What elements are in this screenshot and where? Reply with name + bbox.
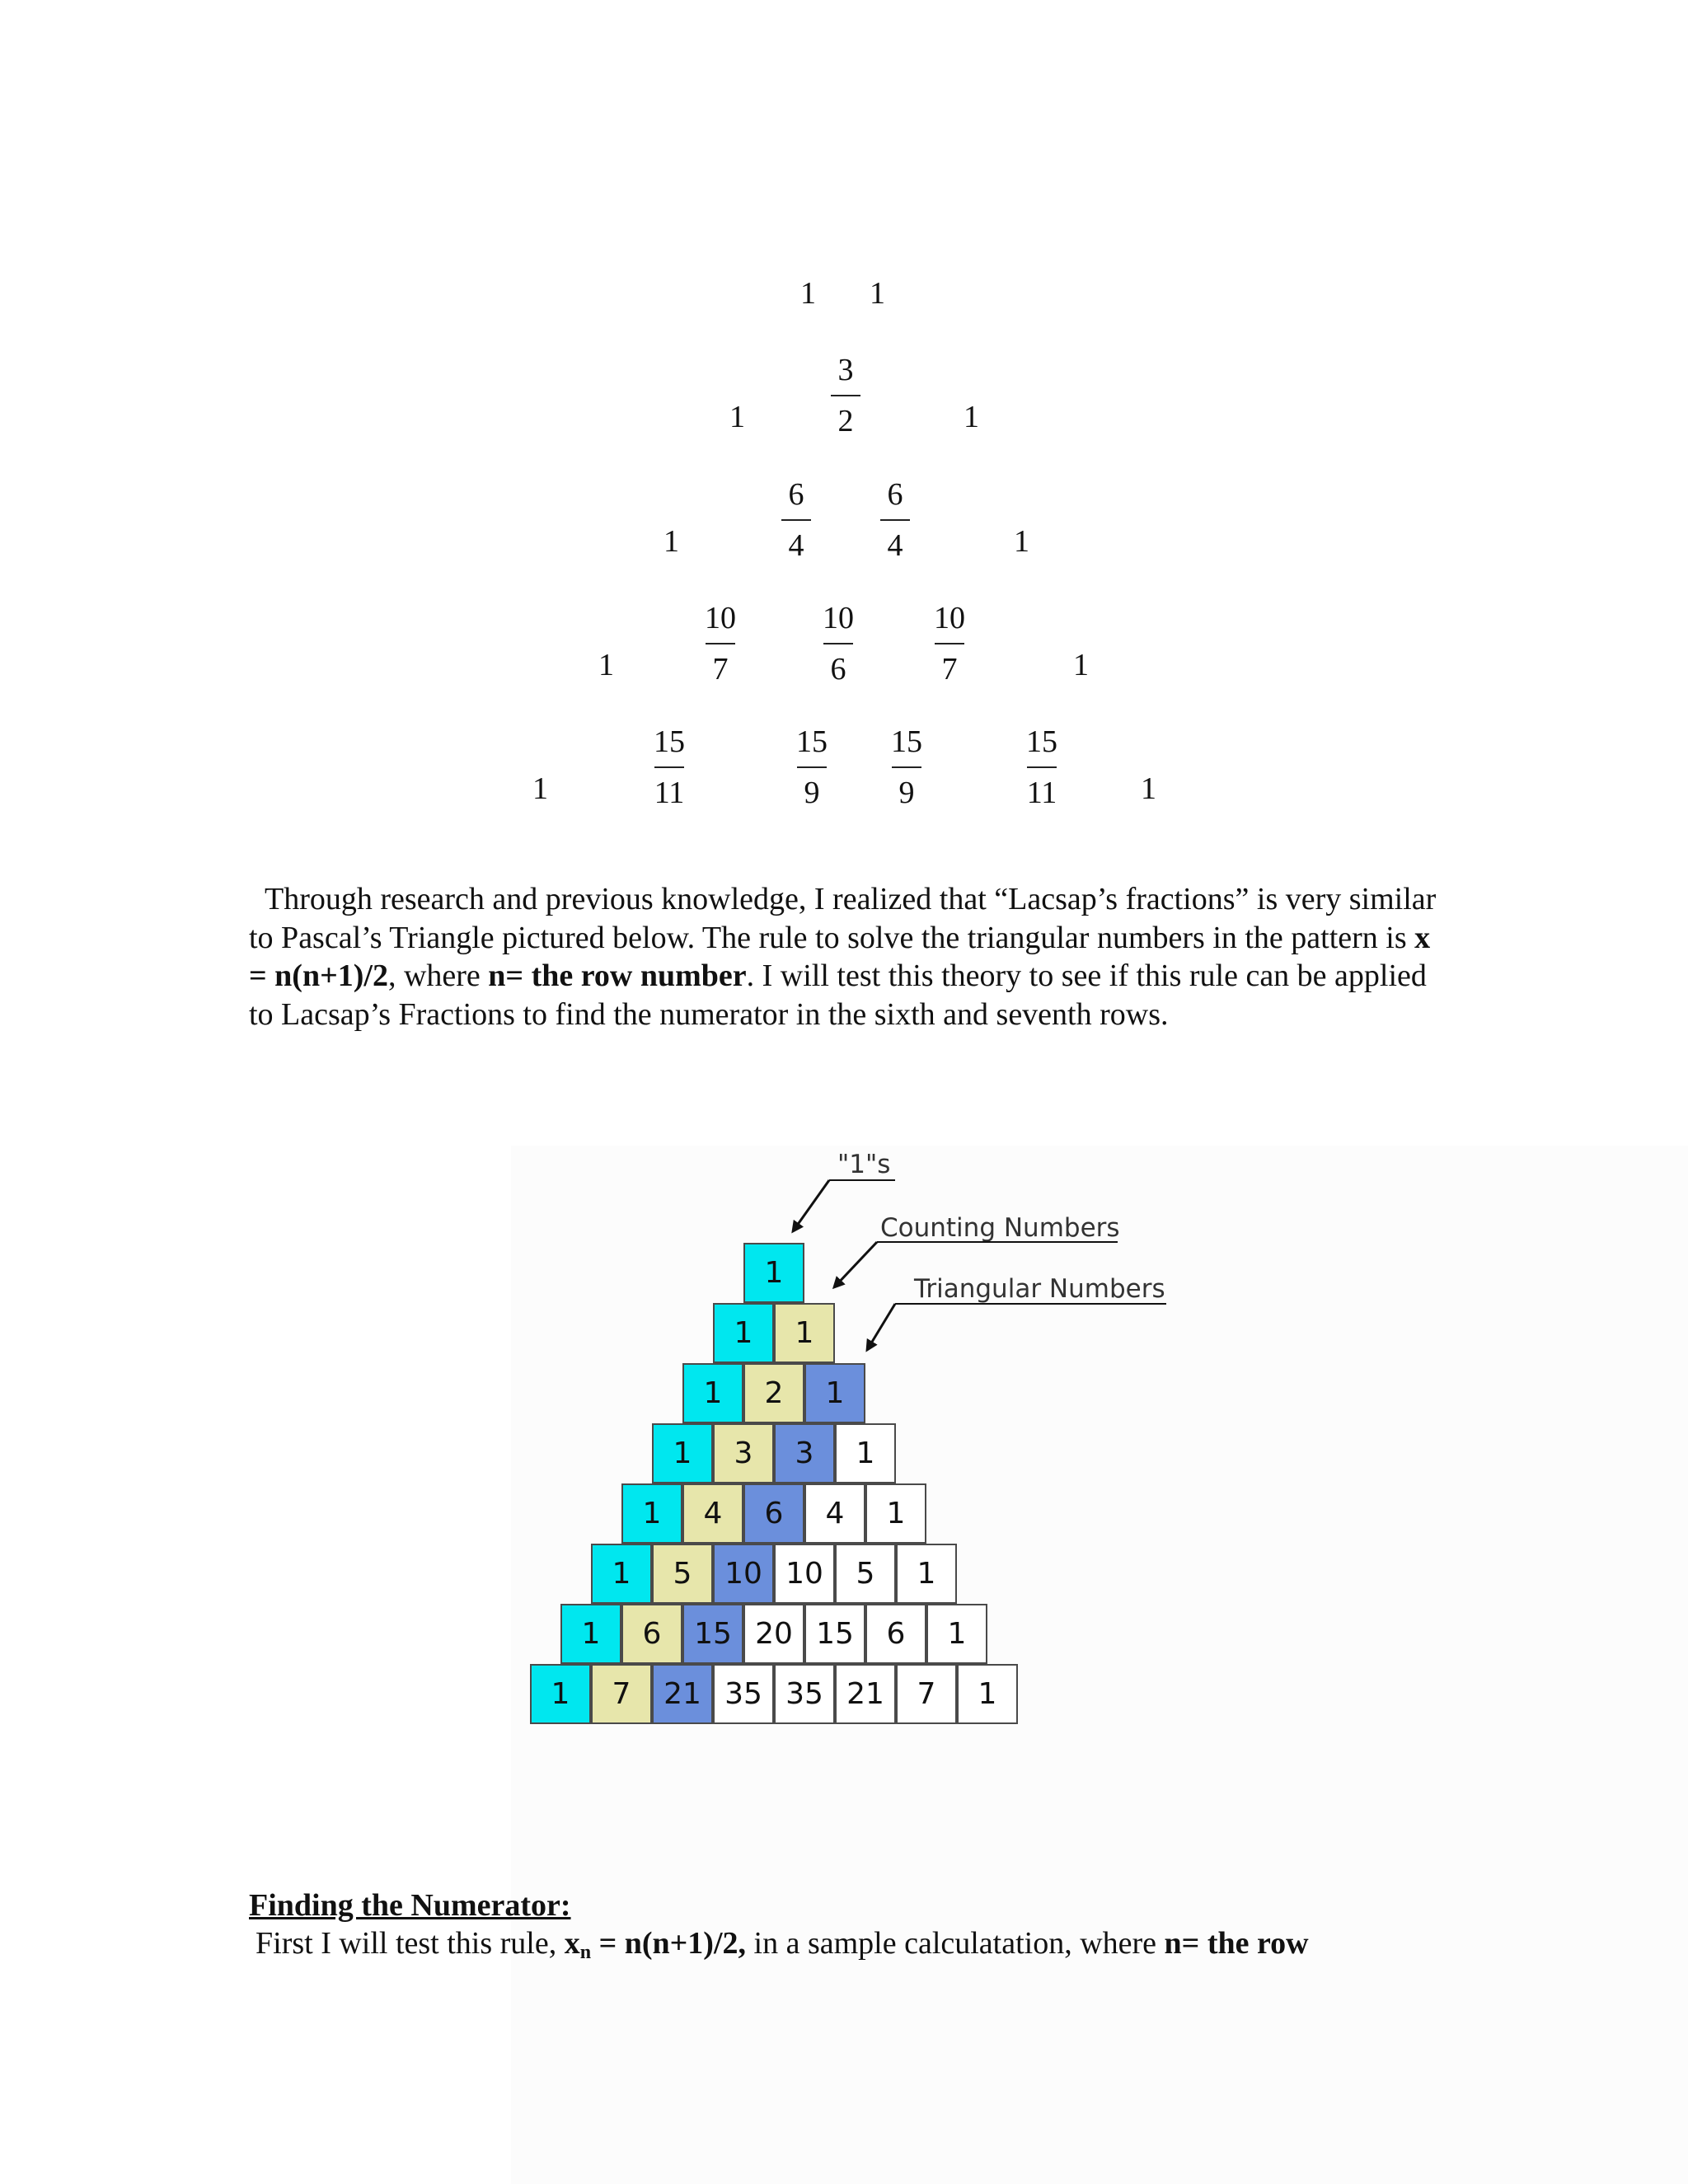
variable-x: x <box>564 1926 580 1961</box>
numerator: 10 <box>823 601 854 635</box>
pascal-cell: 1 <box>835 1423 896 1483</box>
pascal-cell: 21 <box>652 1664 713 1724</box>
pascal-cell: 2 <box>743 1363 804 1423</box>
denominator: 9 <box>898 776 915 810</box>
pascal-cell: 1 <box>957 1664 1018 1724</box>
pascal-cell: 7 <box>896 1664 957 1724</box>
numerator: 10 <box>934 601 965 635</box>
counting-numbers-label: Counting Numbers <box>880 1213 1120 1243</box>
numerator: 6 <box>788 477 804 512</box>
row-definition: n= the row <box>1164 1926 1309 1961</box>
denominator: 4 <box>788 528 804 563</box>
triangular-numbers-arrow <box>867 1304 1166 1350</box>
denominator: 7 <box>941 652 958 687</box>
lacsap-value: 1 <box>870 276 885 311</box>
lacsap-value: 1 <box>1141 771 1156 806</box>
denominator: 6 <box>830 652 846 687</box>
lacsap-value: 1 <box>532 771 548 806</box>
pascal-cell: 6 <box>743 1483 804 1544</box>
lacsap-value: 1 <box>1014 524 1029 559</box>
lacsap-value: 1 <box>964 400 979 434</box>
pascal-cell: 35 <box>713 1664 774 1724</box>
pascal-cell: 3 <box>713 1423 774 1483</box>
paragraph-text: . I will test this theory to see if this rule can be applied to Lacsap’s Fractions to find the numerator in the sixth and seventh rows. <box>249 958 1427 1032</box>
triangular-numbers-label: Triangular Numbers <box>914 1274 1165 1304</box>
lacsap-value: 1 <box>663 524 679 559</box>
subscript-n: n <box>579 1942 592 1963</box>
intro-text: in a sample calculatation, where <box>746 1926 1165 1961</box>
pascal-cell: 1 <box>560 1604 621 1664</box>
pascal-cell: 35 <box>774 1664 835 1724</box>
pascal-cell: 1 <box>865 1483 926 1544</box>
pascal-cell: 1 <box>713 1303 774 1363</box>
lacsap-value: 1 <box>598 648 614 682</box>
pascal-cell: 21 <box>835 1664 896 1724</box>
pascal-cell: 10 <box>713 1544 774 1604</box>
numerator: 15 <box>654 724 685 759</box>
pascal-cell: 6 <box>621 1604 682 1664</box>
pascal-cell: 1 <box>926 1604 987 1664</box>
pascal-cell: 1 <box>591 1544 652 1604</box>
pascal-cell: 1 <box>621 1483 682 1544</box>
section-heading: Finding the Numerator: <box>249 1888 571 1923</box>
lacsap-value: 1 <box>1073 648 1089 682</box>
numerator: 15 <box>1026 724 1057 759</box>
numerator: 15 <box>796 724 828 759</box>
counting-numbers-arrow <box>834 1242 1118 1287</box>
intro-text: First I will test this rule, <box>256 1926 565 1961</box>
ones-arrow <box>793 1180 895 1231</box>
denominator: 11 <box>654 776 685 810</box>
pascal-cell: 1 <box>652 1423 713 1483</box>
pascal-cell: 20 <box>743 1604 804 1664</box>
row-definition: n= the row number <box>488 958 747 993</box>
numerator: 6 <box>887 477 903 512</box>
pascal-cell: 4 <box>804 1483 865 1544</box>
pascal-cell: 15 <box>682 1604 743 1664</box>
denominator: 2 <box>837 404 854 438</box>
pascal-cell: 1 <box>774 1303 835 1363</box>
lacsap-value: 1 <box>729 400 745 434</box>
denominator: 11 <box>1026 776 1057 810</box>
pascal-cell: 1 <box>804 1363 865 1423</box>
denominator: 4 <box>887 528 903 563</box>
pascal-cell: 7 <box>591 1664 652 1724</box>
pascal-cell: 4 <box>682 1483 743 1544</box>
numerator: 10 <box>705 601 736 635</box>
pascal-cell: 1 <box>896 1544 957 1604</box>
pascal-cell: 10 <box>774 1544 835 1604</box>
pascal-cell: 1 <box>682 1363 743 1423</box>
paragraph-text: Through research and previous knowledge, I realized that “Lacsap’s fractions” is very similar to Pascal’s Triangle pictured below. The rule to solve the triangular numbers in the pattern is <box>249 882 1437 955</box>
denominator: 9 <box>804 776 820 810</box>
numerator: 15 <box>891 724 922 759</box>
lacsap-value: 1 <box>800 276 816 311</box>
formula: x = n(n+1)/2 <box>249 920 1431 993</box>
denominator: 7 <box>712 652 729 687</box>
formula: = n(n+1)/2, <box>591 1926 747 1961</box>
pascal-cell: 1 <box>743 1243 804 1303</box>
section-intro-line <box>256 1925 1309 1964</box>
pascal-cell: 5 <box>652 1544 713 1604</box>
paragraph-text: , where <box>387 958 489 993</box>
pascal-cell: 6 <box>865 1604 926 1664</box>
pascal-cell: 5 <box>835 1544 896 1604</box>
pascal-cell: 15 <box>804 1604 865 1664</box>
numerator: 3 <box>837 353 854 387</box>
ones-label: "1"s <box>837 1150 891 1179</box>
pascal-cell: 3 <box>774 1423 835 1483</box>
pascal-cell: 1 <box>530 1664 591 1724</box>
